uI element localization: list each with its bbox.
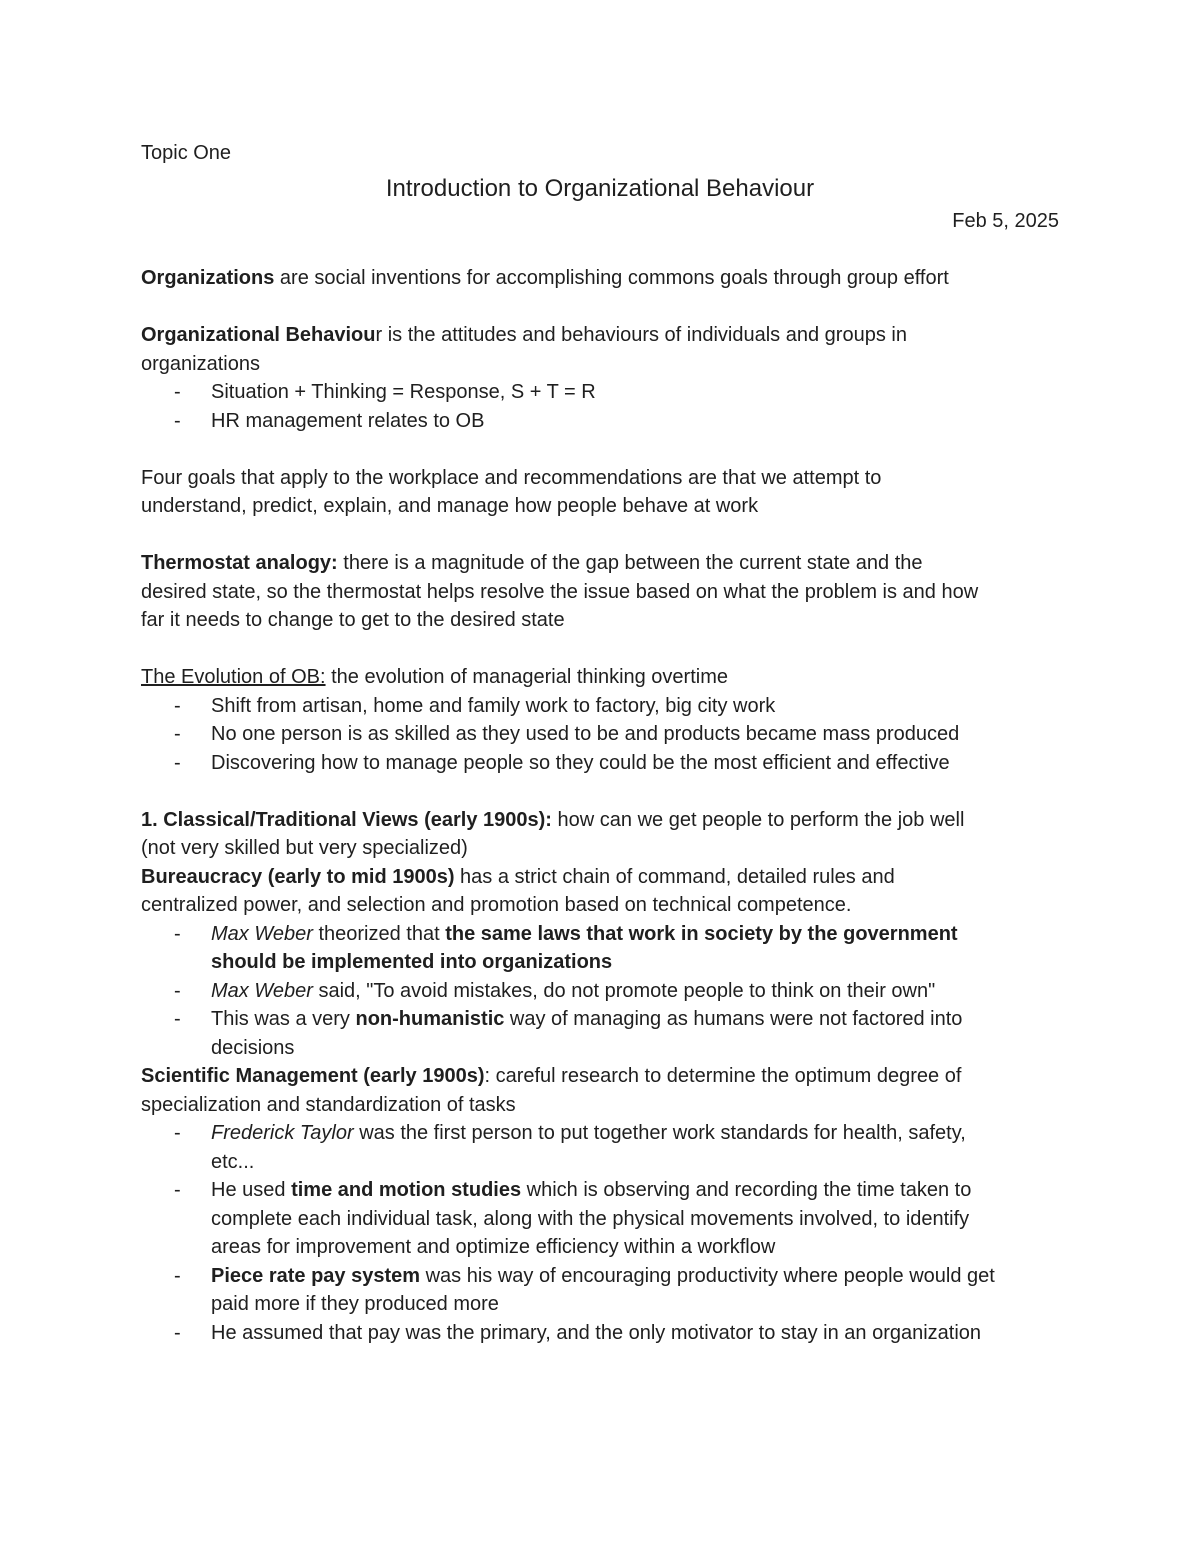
bureaucracy-text: has a strict chain of command, detailed rules and [454, 865, 895, 888]
bullet-text: way of managing as humans were not factored into [504, 1008, 963, 1030]
list-item [141, 1119, 1059, 1176]
organizations-term: Organizations [141, 267, 275, 289]
bullet-text: He used [211, 1179, 292, 1201]
bullet-dash: - [174, 922, 181, 945]
bullet-dash: - [174, 1321, 181, 1344]
evolution-paragraph [141, 663, 1059, 692]
bullet-text: complete each individual task, along with the physical movements involved, to identify [211, 1207, 970, 1230]
bullet-text: This was a very [211, 1008, 356, 1030]
spacer [141, 435, 1059, 464]
scientific-text: : careful research to determine the optimum degree of [484, 1065, 962, 1087]
ob-bullet-list [141, 378, 1059, 435]
bullet-text: Discovering how to manage people so they could be the most efficient and effective [211, 751, 950, 774]
list-item [141, 1262, 1059, 1319]
document-date: Feb 5, 2025 [952, 209, 1059, 232]
organizations-definition: are social inventions for accomplishing commons goals through group effort [274, 267, 949, 289]
scientific-heading: Scientific Management (early 1900s) [141, 1065, 485, 1087]
classical-paragraph [141, 806, 1059, 835]
bullet-emphasis: non-humanistic [355, 1008, 505, 1030]
ob-term-tail: r [375, 324, 383, 346]
thermostat-term: Thermostat analogy: [141, 552, 338, 574]
classical-text: how can we get people to perform the job well [551, 808, 965, 831]
classical-line-2: (not very skilled but very specialized) [141, 837, 468, 859]
bullet-emphasis: should be implemented into organizations [211, 951, 613, 973]
evolution-bullet-list [141, 692, 1059, 778]
topic-label: Topic One [141, 142, 232, 164]
bullet-dash: - [174, 1179, 181, 1201]
list-item [141, 378, 1059, 407]
document-title: Introduction to Organizational Behaviour [385, 174, 815, 202]
ob-definition: is the attitudes and behaviours of individuals and groups in [382, 324, 907, 346]
bullet-dash: - [174, 694, 181, 717]
ob-term: Organizational Behaviou [141, 324, 376, 346]
bullet-dash: - [174, 751, 181, 774]
bullet-emphasis: the same laws that work in society by the government [445, 922, 958, 945]
spacer [141, 293, 1059, 322]
thermostat-line-3: far it needs to change to get to the desired state [141, 609, 565, 631]
list-item [141, 1176, 1059, 1262]
list-item [141, 1319, 1059, 1348]
scientific-bullet-list [141, 1119, 1059, 1347]
bullet-text: No one person is as skilled as they used to be and products became mass produced [211, 723, 960, 745]
list-item [141, 920, 1059, 977]
bullet-emphasis: time and motion studies [291, 1179, 522, 1201]
spacer [141, 635, 1059, 664]
bullet-text: areas for improvement and optimize efficiency within a workflow [211, 1236, 776, 1258]
bullet-dash: - [174, 723, 181, 745]
evolution-text: the evolution of managerial thinking overtime [325, 666, 728, 688]
goals-line-2: understand, predict, explain, and manage how people behave at work [141, 495, 759, 517]
thermostat-text: there is a magnitude of the gap between the current state and the [337, 552, 923, 574]
bullet-text: Situation + Thinking = Response, S + T = R [211, 381, 596, 403]
bullet-text: was the first person to put together work standards for health, safety, [353, 1122, 966, 1144]
classical-heading: 1. Classical/Traditional Views (early 1900s): [141, 808, 552, 831]
ob-definition-cont: organizations [141, 352, 260, 375]
organizations-paragraph [141, 264, 1059, 293]
list-item [141, 692, 1059, 721]
bullet-dash: - [174, 1264, 181, 1287]
bullet-dash: - [174, 1008, 181, 1030]
thermostat-paragraph [141, 549, 1059, 578]
list-item [141, 720, 1059, 749]
bureaucracy-paragraph [141, 863, 1059, 892]
spacer [141, 236, 1059, 265]
person-name: Max Weber [211, 922, 313, 945]
list-item [141, 749, 1059, 778]
bullet-text: Shift from artisan, home and family work to factory, big city work [211, 694, 776, 717]
bullet-text: which is observing and recording the time taken to [521, 1179, 972, 1201]
bureaucracy-line-2: centralized power, and selection and promotion based on technical competence. [141, 894, 852, 916]
document-page [141, 139, 1059, 1347]
evolution-heading: The Evolution of OB: [141, 666, 326, 688]
bullet-text: was his way of encouraging productivity where people would get [420, 1264, 995, 1287]
person-name: Frederick Taylor [211, 1122, 354, 1144]
bullet-text: decisions [211, 1036, 295, 1059]
list-item [141, 1005, 1059, 1062]
spacer [141, 521, 1059, 550]
bullet-dash: - [174, 979, 181, 1002]
goals-line-1: Four goals that apply to the workplace and recommendations are that we attempt to [141, 466, 882, 489]
scientific-line-2: specialization and standardization of tasks [141, 1093, 516, 1116]
bullet-text: theorized that [312, 922, 446, 945]
bullet-dash: - [174, 409, 181, 432]
bullet-text: HR management relates to OB [211, 409, 485, 432]
bullet-text: said, "To avoid mistakes, do not promote people to think on their own" [312, 979, 936, 1002]
bureaucracy-bullet-list [141, 920, 1059, 1063]
list-item [141, 977, 1059, 1006]
ob-paragraph [141, 321, 1059, 350]
bullet-text: paid more if they produced more [211, 1293, 499, 1315]
person-name: Max Weber [211, 979, 313, 1002]
thermostat-line-2: desired state, so the thermostat helps resolve the issue based on what the problem is and how [141, 580, 979, 603]
spacer [141, 777, 1059, 806]
bullet-dash: - [174, 1122, 181, 1144]
list-item [141, 407, 1059, 436]
bullet-text: He assumed that pay was the primary, and the only motivator to stay in an organization [211, 1321, 982, 1344]
bullet-emphasis: Piece rate pay system [211, 1264, 421, 1287]
bullet-dash: - [174, 381, 181, 403]
bullet-text: etc... [211, 1150, 255, 1173]
scientific-paragraph [141, 1062, 1059, 1091]
bureaucracy-heading: Bureaucracy (early to mid 1900s) [141, 865, 455, 888]
